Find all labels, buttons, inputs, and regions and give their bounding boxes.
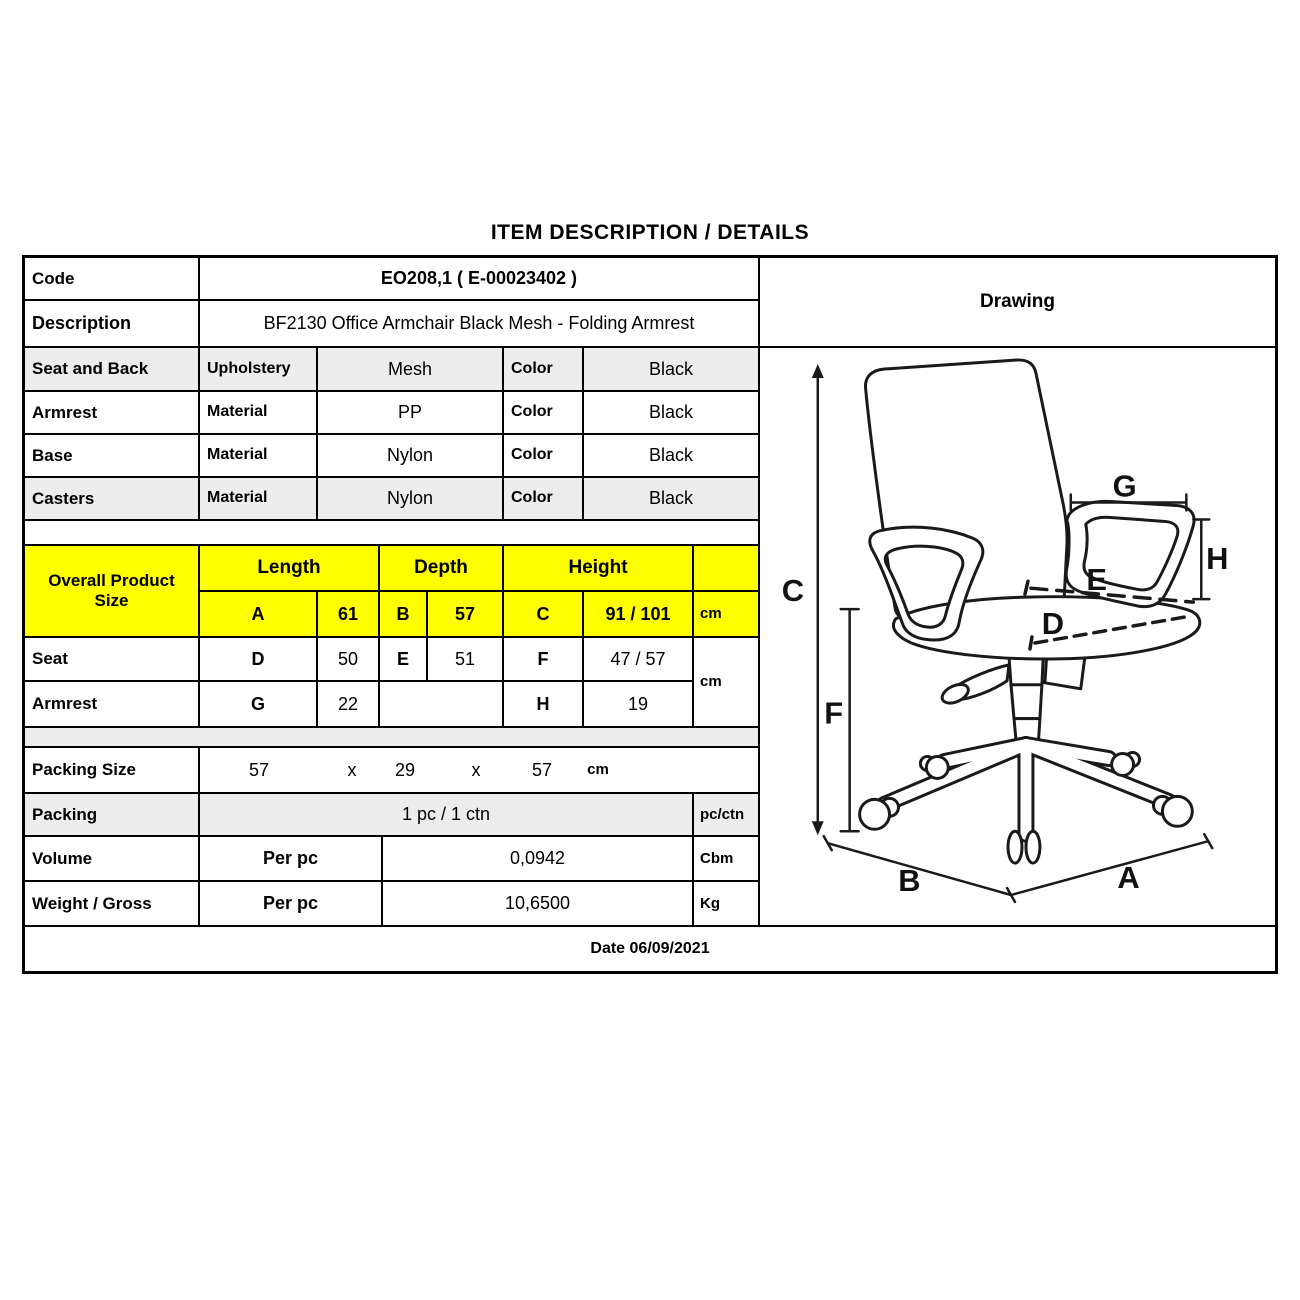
drawing-cell <box>760 348 1275 927</box>
dim-b-key: B <box>380 592 428 638</box>
weight-basis: Per pc <box>200 882 383 927</box>
spacer-row <box>25 728 760 748</box>
packing-size-value <box>200 748 760 794</box>
packing-label: Packing <box>25 794 200 837</box>
dim-h-value: 19 <box>584 682 694 728</box>
material-row-attr: Material <box>200 478 318 521</box>
code-value: EO208,1 ( E-00023402 ) <box>200 258 760 301</box>
packing-unit: pc/ctn <box>694 794 760 837</box>
overall-unit: cm <box>694 592 760 638</box>
material-row-value: Mesh <box>318 348 504 392</box>
volume-label: Volume <box>25 837 200 882</box>
material-row-color-label: Color <box>504 435 584 478</box>
weight-label: Weight / Gross <box>25 882 200 927</box>
dim-label-e: E <box>1086 562 1107 598</box>
material-row-color-label: Color <box>504 478 584 521</box>
length-header: Length <box>200 546 380 592</box>
volume-value: 0,0942 <box>383 837 694 882</box>
dim-d-value: 50 <box>318 638 380 682</box>
dim-label-a: A <box>1117 860 1140 896</box>
dim-label-h: H <box>1206 541 1229 577</box>
material-row-attr: Material <box>200 392 318 435</box>
volume-unit: Cbm <box>694 837 760 882</box>
spec-table <box>22 255 1278 974</box>
date-row: Date 06/09/2021 <box>590 939 710 957</box>
dim-label-b: B <box>898 863 921 899</box>
dim-c-value: 91 / 101 <box>584 592 694 638</box>
material-row-value: Nylon <box>318 435 504 478</box>
dim-b-value: 57 <box>428 592 504 638</box>
material-row-value: PP <box>318 392 504 435</box>
dim-label-g: G <box>1112 468 1137 504</box>
depth-header: Depth <box>380 546 504 592</box>
page-title: ITEM DESCRIPTION / DETAILS <box>490 221 810 244</box>
material-row-color-label: Color <box>504 348 584 392</box>
weight-unit: Kg <box>694 882 760 927</box>
dim-d-key: D <box>200 638 318 682</box>
packing-size-label: Packing Size <box>25 748 200 794</box>
code-label: Code <box>25 258 200 301</box>
material-row-color-value: Black <box>584 348 760 392</box>
material-row-part: Casters <box>25 478 200 521</box>
packing-value: 1 pc / 1 ctn <box>200 794 694 837</box>
material-row-color-value: Black <box>584 478 760 521</box>
drawing-header: Drawing <box>760 258 1275 348</box>
material-row-attr: Upholstery <box>200 348 318 392</box>
packing-size-dim: 57 <box>531 759 553 780</box>
dim-label-d: D <box>1041 606 1065 642</box>
material-row-color-value: Black <box>584 392 760 435</box>
size-header-corner <box>694 546 760 592</box>
dim-a-key: A <box>200 592 318 638</box>
packing-size-sep: x <box>471 759 481 780</box>
dim-h-key: H <box>504 682 584 728</box>
packing-size-unit: cm <box>587 761 609 779</box>
description-value: BF2130 Office Armchair Black Mesh - Folding Armrest <box>200 301 760 348</box>
armrest-row-label: Armrest <box>25 682 200 728</box>
volume-basis: Per pc <box>200 837 383 882</box>
dim-label-c: C <box>781 573 805 609</box>
dim-c-key: C <box>504 592 584 638</box>
material-row-part: Seat and Back <box>25 348 200 392</box>
size-section-label: Overall Product Size <box>25 546 200 638</box>
dim-e-value: 51 <box>428 638 504 682</box>
seat-row-label: Seat <box>25 638 200 682</box>
chair-drawing <box>760 348 1273 925</box>
dim-g-value: 22 <box>318 682 380 728</box>
dim-e-key: E <box>380 638 428 682</box>
dim-f-value: 47 / 57 <box>584 638 694 682</box>
dim-a-value: 61 <box>318 592 380 638</box>
packing-size-sep: x <box>347 759 357 780</box>
material-row-attr: Material <box>200 435 318 478</box>
packing-size-dim: 29 <box>394 759 416 780</box>
description-label: Description <box>25 301 200 348</box>
material-row-color-label: Color <box>504 392 584 435</box>
material-row-value: Nylon <box>318 478 504 521</box>
weight-value: 10,6500 <box>383 882 694 927</box>
dim-label-f: F <box>824 695 844 731</box>
spacer-row <box>25 521 760 546</box>
height-header: Height <box>504 546 694 592</box>
seat-armrest-unit: cm <box>694 638 760 728</box>
dim-f-key: F <box>504 638 584 682</box>
dim-g-key: G <box>200 682 318 728</box>
material-row-color-value: Black <box>584 435 760 478</box>
armrest-depth-empty <box>380 682 504 728</box>
material-row-part: Base <box>25 435 200 478</box>
material-row-part: Armrest <box>25 392 200 435</box>
packing-size-dim: 57 <box>248 759 270 780</box>
